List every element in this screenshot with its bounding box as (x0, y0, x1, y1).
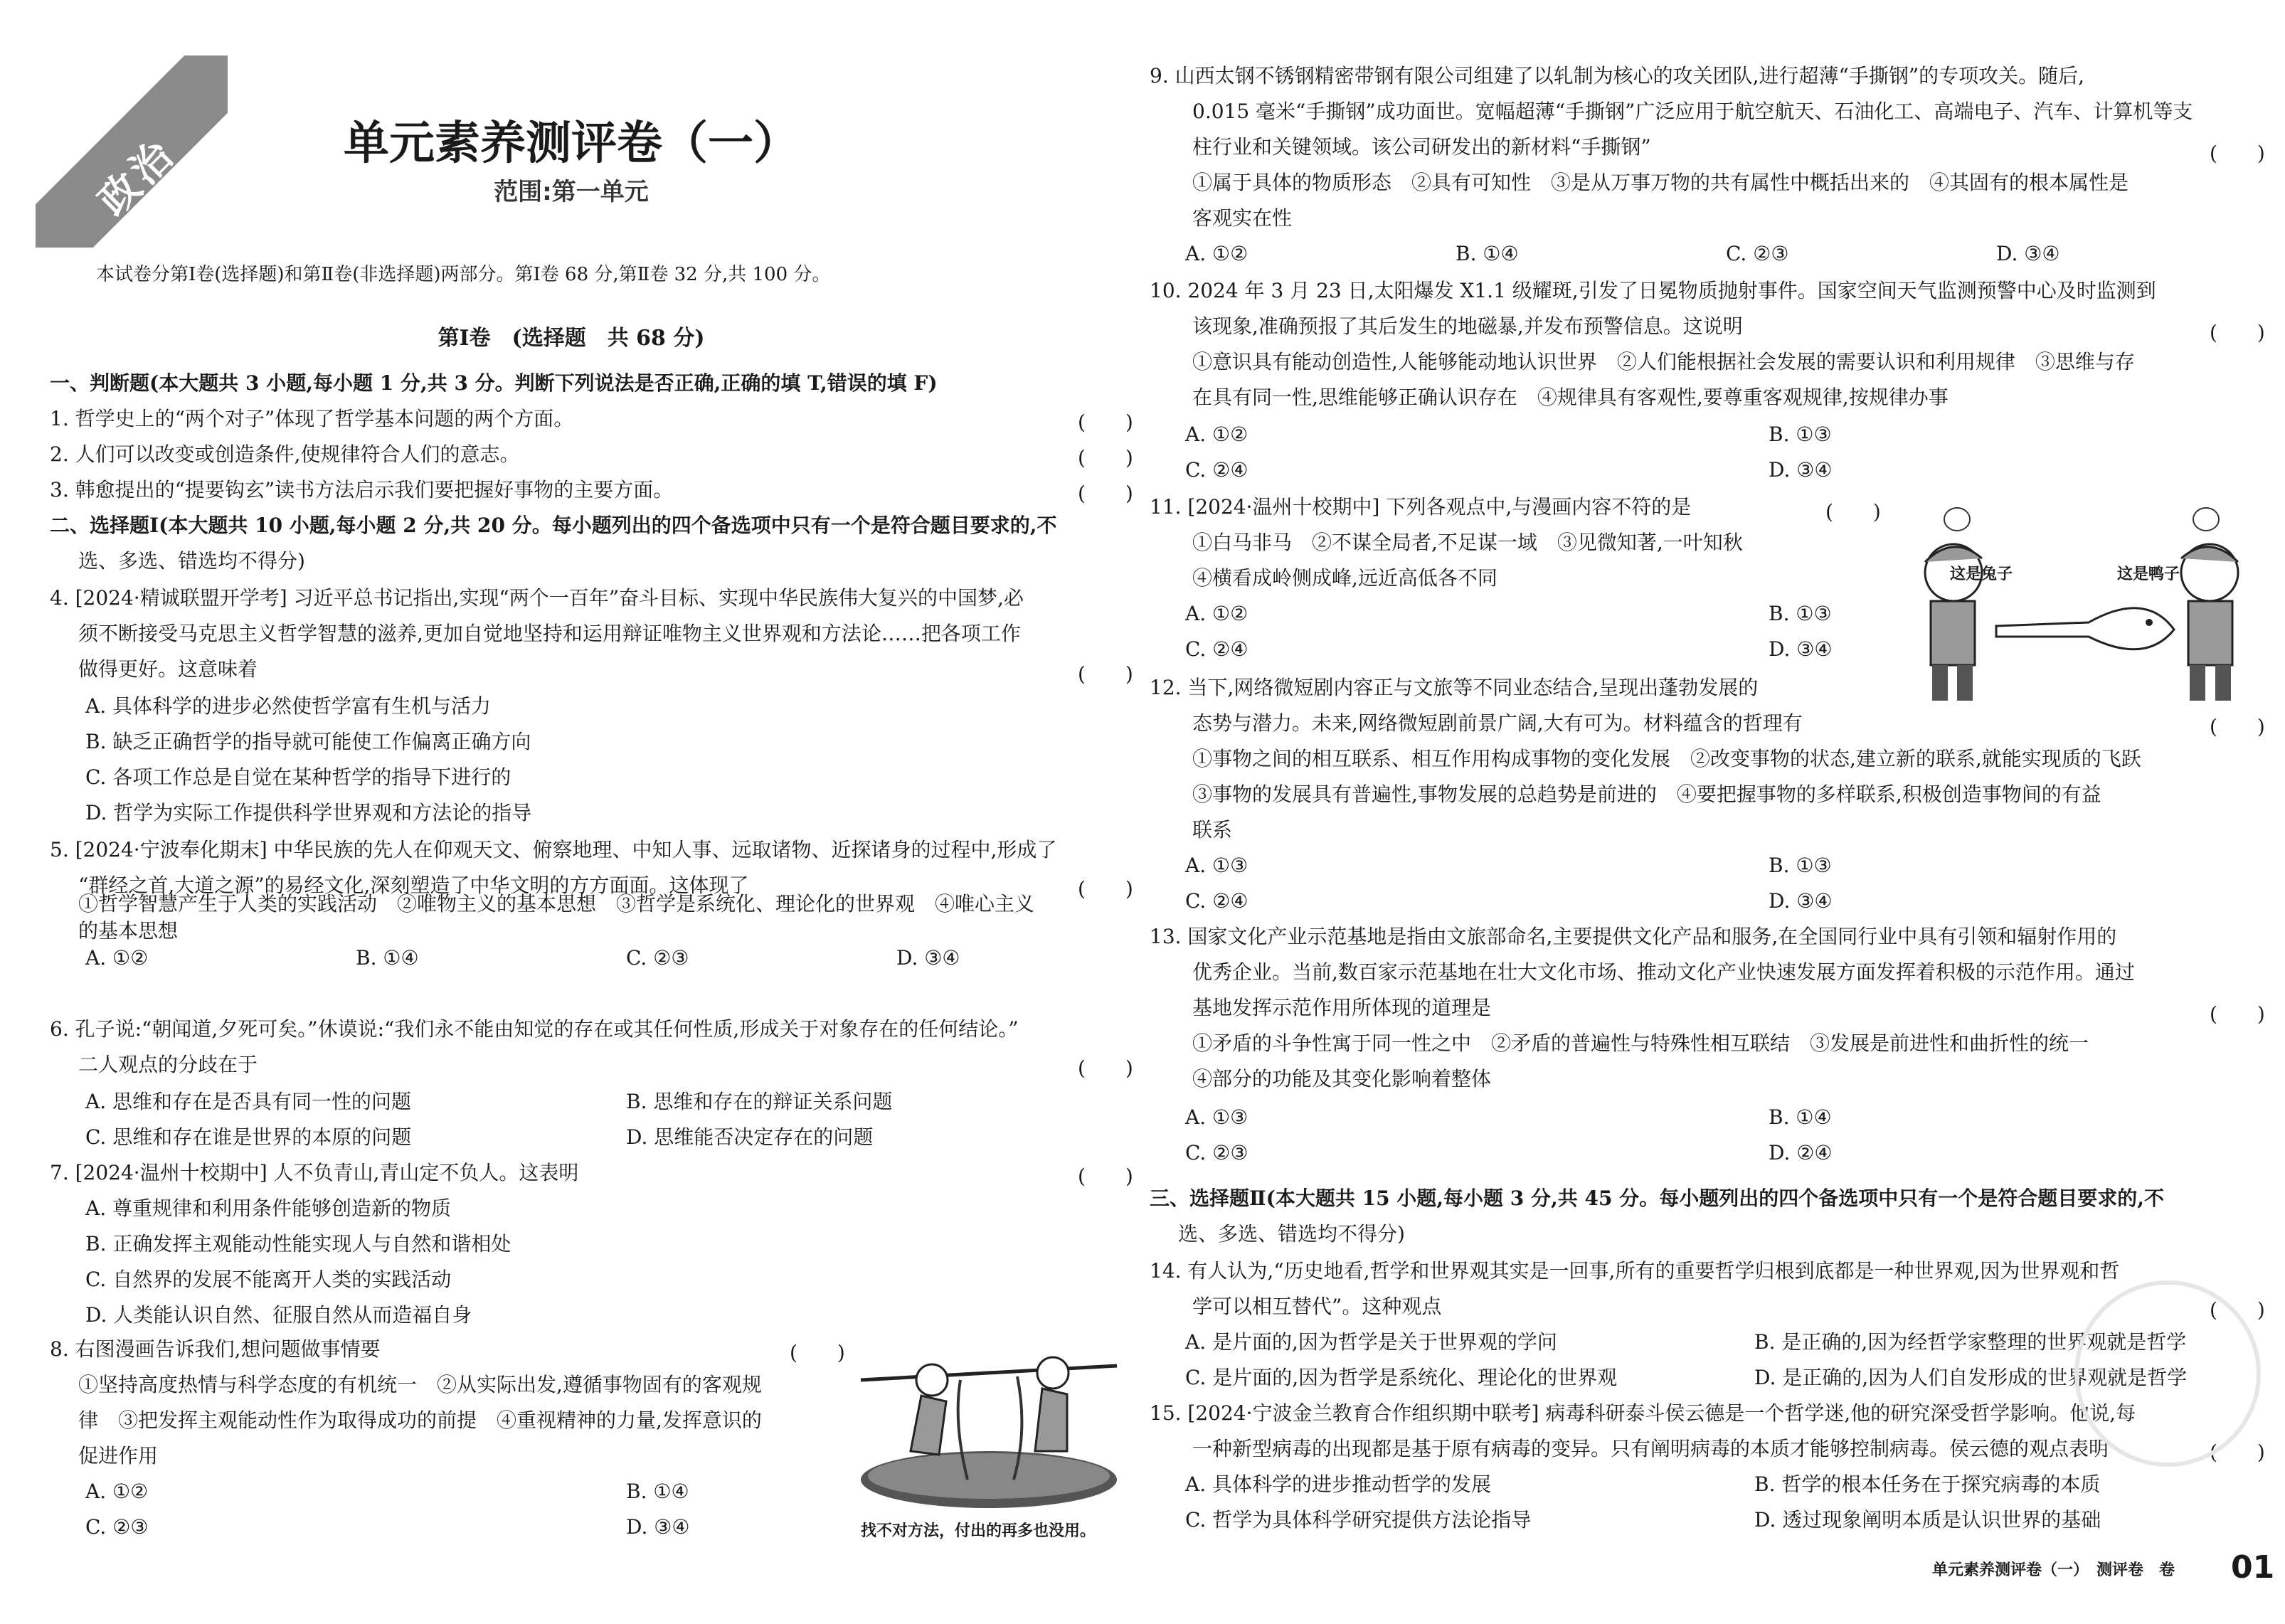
question-text-line: 在具有同一性,思维能够正确认识存在 ④规律具有客观性,要尊重客观规律,按规律办事 (1192, 386, 1949, 409)
question-text-line: 该现象,准确预报了其后发生的地磁暴,并发布预警信息。这说明 (1192, 314, 1743, 338)
question-text-line: 6. 孔子说:“朝闻道,夕死可矣。”休谟说:“我们永不能由知觉的存在或其任何性质,形成关于对象存在的任何结论。” (50, 1017, 1019, 1041)
answer-blank: ( ) (1078, 1164, 1133, 1188)
question-text-line: A. 具体科学的进步必然使哲学富有生机与活力 (85, 694, 492, 718)
question-text-line: ①属于具体的物质形态 ②具有可知性 ③是从万事万物的共有属性中概括出来的 ④其固有的根本属性是 (1192, 171, 2129, 194)
section-header: 第Ⅰ卷 (选择题 共 68 分) (438, 326, 705, 351)
duck-rabbit-cartoon (1875, 498, 2274, 711)
answer-blank: ( ) (2210, 1298, 2265, 1322)
question-text-line: B. 缺乏正确哲学的指导就可能使工作偏离正确方向 (85, 730, 531, 753)
q11-option: D. ③④ (1769, 637, 1833, 661)
subject-tag: 政治 (90, 129, 186, 225)
question-text-line: D. 人类能认识自然、征服自然从而造福自身 (85, 1303, 472, 1327)
question-text-line: ③事物的发展具有普遍性,事物发展的总趋势是前进的 ④要把握事物的多样联系,积极创造事物间的有益 (1192, 782, 2101, 806)
question-text-line: 4. [2024·精诚联盟开学考] 习近平总书记指出,实现“两个一百年”奋斗目标、实现中华民族伟大复兴的中国梦,必 (50, 586, 1024, 610)
cartoon-caption: 找不对方法，付出的再多也没用。 (861, 1522, 1096, 1540)
question-text-line: D. 哲学为实际工作提供科学世界观和方法论的指导 (85, 801, 532, 824)
question-text-line: 客观实在性 (1192, 206, 1293, 230)
exam-intro: 本试卷分第Ⅰ卷(选择题)和第Ⅱ卷(非选择题)两部分。第Ⅰ卷 68 分,第Ⅱ卷 32 分,共 100 分。 (96, 264, 831, 285)
q5-option: D. ③④ (896, 946, 960, 970)
q14-option: D. 是正确的,因为人们自发形成的世界观就是哲学 (1754, 1366, 2188, 1389)
question-text-line: 11. [2024·温州十校期中] 下列各观点中,与漫画内容不符的是 (1150, 495, 1692, 519)
q12-option: B. ①③ (1769, 854, 1832, 877)
page-footer: 单元素养测评卷（一） 测评卷 卷 (1932, 1561, 2175, 1579)
question-text-line: 联系 (1192, 818, 1233, 842)
question-text-line: A. 尊重规律和利用条件能够创造新的物质 (85, 1196, 452, 1220)
q8-option: C. ②③ (85, 1515, 149, 1539)
question-text-line: 基地发挥示范作用所体现的道理是 (1192, 996, 1492, 1019)
q13-option: C. ②③ (1185, 1141, 1248, 1164)
question-text-line: 13. 国家文化产业示范基地是指由文旅部命名,主要提供文化产品和服务,在全国同行业中具有引领和辐射作用的 (1150, 925, 2117, 948)
question-text-line: 二人观点的分歧在于 (78, 1053, 258, 1076)
q11-option: C. ②④ (1185, 637, 1248, 661)
question-text-line: “群经之首,大道之源”的易经文化,深刻塑造了中华文明的方方面面。这体现了 (78, 874, 749, 897)
question-text-line: 14. 有人认为,“历史地看,哲学和世界观其实是一回事,所有的重要哲学归根到底都是一种世界观,因为世界观和哲 (1150, 1259, 2120, 1283)
q15-option: B. 哲学的根本任务在于探究病毒的本质 (1754, 1472, 2101, 1496)
answer-blank: ( ) (2210, 715, 2265, 738)
question-text-line: ①哲学智慧产生于人类的实践活动 ②唯物主义的基本思想 ③哲学是系统化、理论化的世界观 ④唯心主义 (78, 892, 1035, 916)
q14-option: B. 是正确的,因为经哲学家整理的世界观就是哲学 (1754, 1330, 2187, 1354)
q9-option: A. ①② (1185, 242, 1248, 265)
q13-option: D. ②④ (1769, 1141, 1833, 1164)
question-text-line: 柱行业和关键领域。该公司研发出的新材料“手撕钢” (1192, 135, 1651, 159)
q12-option: D. ③④ (1769, 889, 1833, 913)
q10-option: B. ①③ (1769, 423, 1832, 446)
question-text-line: ①白马非马 ②不谋全局者,不足谋一域 ③见微知著,一叶知秋 (1192, 531, 1743, 554)
page-title: 单元素养测评卷（一） (344, 117, 799, 170)
q6-option: C. 思维和存在谁是世界的本原的问题 (85, 1125, 412, 1149)
question-text-line: ①事物之间的相互联系、相互作用构成事物的变化发展 ②改变事物的状态,建立新的联系,就能实现质的飞跃 (1192, 747, 2141, 770)
question-text-line: 优秀企业。当前,数百家示范基地在壮大文化市场、推动文化产业快速发展方面发挥着积极的示范作用。通过 (1192, 960, 2135, 984)
question-text-line: 15. [2024·宁波金兰教育合作组织期中联考] 病毒科研泰斗侯云德是一个哲学迷,他的研究深受哲学影响。他说,每 (1150, 1401, 2136, 1425)
q14-option: C. 是片面的,因为哲学是系统化、理论化的世界观 (1185, 1366, 1618, 1389)
left-page (0, 0, 1142, 1624)
answer-blank: ( ) (1078, 482, 1133, 505)
answer-blank: ( ) (2210, 1440, 2265, 1464)
question-text-line: C. 自然界的发展不能离开人类的实践活动 (85, 1268, 452, 1291)
q11-option: A. ①② (1185, 602, 1248, 625)
q15-option: A. 具体科学的进步推动哲学的发展 (1185, 1472, 1492, 1496)
q8-option: D. ③④ (626, 1515, 690, 1539)
tug-of-war-cartoon (854, 1337, 1124, 1515)
q6-option: B. 思维和存在的辩证关系问题 (626, 1090, 893, 1113)
q9-option: B. ①④ (1456, 242, 1519, 265)
rabbit-bubble: 这是兔子 (1950, 566, 2013, 583)
q15-option: C. 哲学为具体科学研究提供方法论指导 (1185, 1508, 1532, 1532)
question-text-line: 一种新型病毒的出现都是基于原有病毒的变异。只有阐明病毒的本质才能够控制病毒。侯云德的观点表明 (1192, 1437, 2109, 1460)
q12-option: A. ①③ (1185, 854, 1248, 877)
answer-blank: ( ) (1078, 662, 1133, 686)
answer-blank: ( ) (1825, 500, 1881, 524)
question-text-line: 态势与潜力。未来,网络微短剧前景广阔,大有可为。材料蕴含的哲理有 (1192, 711, 1803, 735)
question-text-line: 选、多选、错选均不得分) (1178, 1222, 1405, 1246)
answer-blank: ( ) (2210, 1002, 2265, 1026)
q8-option: A. ①② (85, 1480, 149, 1503)
question-text-line: 二、选择题Ⅰ(本大题共 10 小题,每小题 2 分,共 20 分。每小题列出的四个备选项中只有一个是符合题目要求的,不 (50, 514, 1057, 537)
q12-option: C. ②④ (1185, 889, 1248, 913)
question-text-line: 促进作用 (78, 1444, 159, 1468)
question-text-line: C. 各项工作总是自觉在某种哲学的指导下进行的 (85, 765, 511, 789)
q9-option: D. ③④ (1996, 242, 2060, 265)
question-text-line: 做得更好。这意味着 (78, 657, 258, 681)
q13-option: B. ①④ (1769, 1105, 1832, 1129)
answer-blank: ( ) (790, 1341, 845, 1364)
duck-bubble: 这是鸭子 (2117, 566, 2180, 583)
right-page (1142, 0, 2285, 1624)
question-text-line: 8. 右图漫画告诉我们,想问题做事情要 (50, 1337, 381, 1361)
question-text-line: B. 正确发挥主观能动性能实现人与自然和谐相处 (85, 1232, 511, 1256)
question-text-line: 律 ③把发挥主观能动性作为取得成功的前提 ④重视精神的力量,发挥意识的 (78, 1408, 762, 1432)
watermark-stamp (2074, 1280, 2261, 1467)
q6-option: D. 思维能否决定存在的问题 (626, 1125, 874, 1149)
answer-blank: ( ) (2210, 321, 2265, 344)
q13-option: A. ①③ (1185, 1105, 1248, 1129)
question-text-line: 3. 韩愈提出的“提要钩玄”读书方法启示我们要把握好事物的主要方面。 (50, 478, 674, 501)
question-text-line: 一、判断题(本大题共 3 小题,每小题 1 分,共 3 分。判断下列说法是否正确,正确的填 T,错误的填 F) (50, 371, 938, 395)
q15-option: D. 透过现象阐明本质是认识世界的基础 (1754, 1508, 2101, 1532)
question-text-line: ①坚持高度热情与科学态度的有机统一 ②从实际出发,遵循事物固有的客观规 (78, 1373, 762, 1396)
question-text-line: 三、选择题Ⅱ(本大题共 15 小题,每小题 3 分,共 45 分。每小题列出的四个备选项中只有一个是符合题目要求的,不 (1150, 1187, 2164, 1210)
q6-option: A. 思维和存在是否具有同一性的问题 (85, 1090, 412, 1113)
question-text-line: 7. [2024·温州十校期中] 人不负青山,青山定不负人。这表明 (50, 1161, 579, 1184)
q10-option: D. ③④ (1769, 458, 1833, 482)
question-text-line: 10. 2024 年 3 月 23 日,太阳爆发 X1.1 级耀斑,引发了日冕物质抛射事件。国家空间天气监测预警中心及时监测到 (1150, 279, 2156, 302)
question-text-line: 9. 山西太钢不锈钢精密带钢有限公司组建了以轧制为核心的攻关团队,进行超薄“手撕钢”的专项攻关。随后, (1150, 64, 2085, 87)
page-subtitle: 范围:第一单元 (494, 178, 649, 206)
q5-option: B. ①④ (356, 946, 419, 970)
question-text-line: 0.015 毫米“手撕钢”成功面世。宽幅超薄“手撕钢”广泛应用于航空航天、石油化工、高端电子、汽车、计算机等支 (1192, 100, 2193, 123)
question-text-line: ④部分的功能及其变化影响着整体 (1192, 1067, 1492, 1090)
answer-blank: ( ) (1078, 446, 1133, 469)
q8-option: B. ①④ (626, 1480, 689, 1503)
question-text-line: ①意识具有能动创造性,人能够能动地认识世界 ②人们能根据社会发展的需要认识和利用规律 ③思维与存 (1192, 350, 2135, 373)
question-text-line: 的基本思想 (78, 919, 179, 943)
q11-option: B. ①③ (1769, 602, 1832, 625)
answer-blank: ( ) (1078, 1056, 1133, 1080)
q10-option: A. ①② (1185, 423, 1248, 446)
question-text-line: 1. 哲学史上的“两个对子”体现了哲学基本问题的两个方面。 (50, 407, 574, 430)
question-text-line: 5. [2024·宁波奉化期末] 中华民族的先人在仰观天文、俯察地理、中知人事、远取诸物、近探诸身的过程中,形成了 (50, 838, 1057, 861)
answer-blank: ( ) (1078, 410, 1133, 434)
question-text-line: 须不断接受马克思主义哲学智慧的滋养,更加自觉地坚持和运用辩证唯物主义世界观和方法论……把各项工作 (78, 622, 1021, 645)
question-text-line: 学可以相互替代”。这种观点 (1192, 1295, 1442, 1318)
answer-blank: ( ) (1078, 877, 1133, 901)
question-text-line: 2. 人们可以改变或创造条件,使规律符合人们的意志。 (50, 442, 520, 466)
q9-option: C. ②③ (1726, 242, 1789, 265)
question-text-line: 选、多选、错选均不得分) (78, 549, 305, 573)
answer-blank: ( ) (2210, 142, 2265, 165)
question-text-line: 12. 当下,网络微短剧内容正与文旅等不同业态结合,呈现出蓬勃发展的 (1150, 676, 1759, 699)
q5-option: A. ①② (85, 946, 149, 970)
q10-option: C. ②④ (1185, 458, 1248, 482)
page-number: 01 (2231, 1549, 2275, 1586)
question-text-line: ④横看成岭侧成峰,远近高低各不同 (1192, 566, 1497, 590)
question-text-line: ①矛盾的斗争性寓于同一性之中 ②矛盾的普遍性与特殊性相互联结 ③发展是前进性和曲折性的统一 (1192, 1031, 2089, 1055)
q5-option: C. ②③ (626, 946, 689, 970)
q14-option: A. 是片面的,因为哲学是关于世界观的学问 (1185, 1330, 1557, 1354)
